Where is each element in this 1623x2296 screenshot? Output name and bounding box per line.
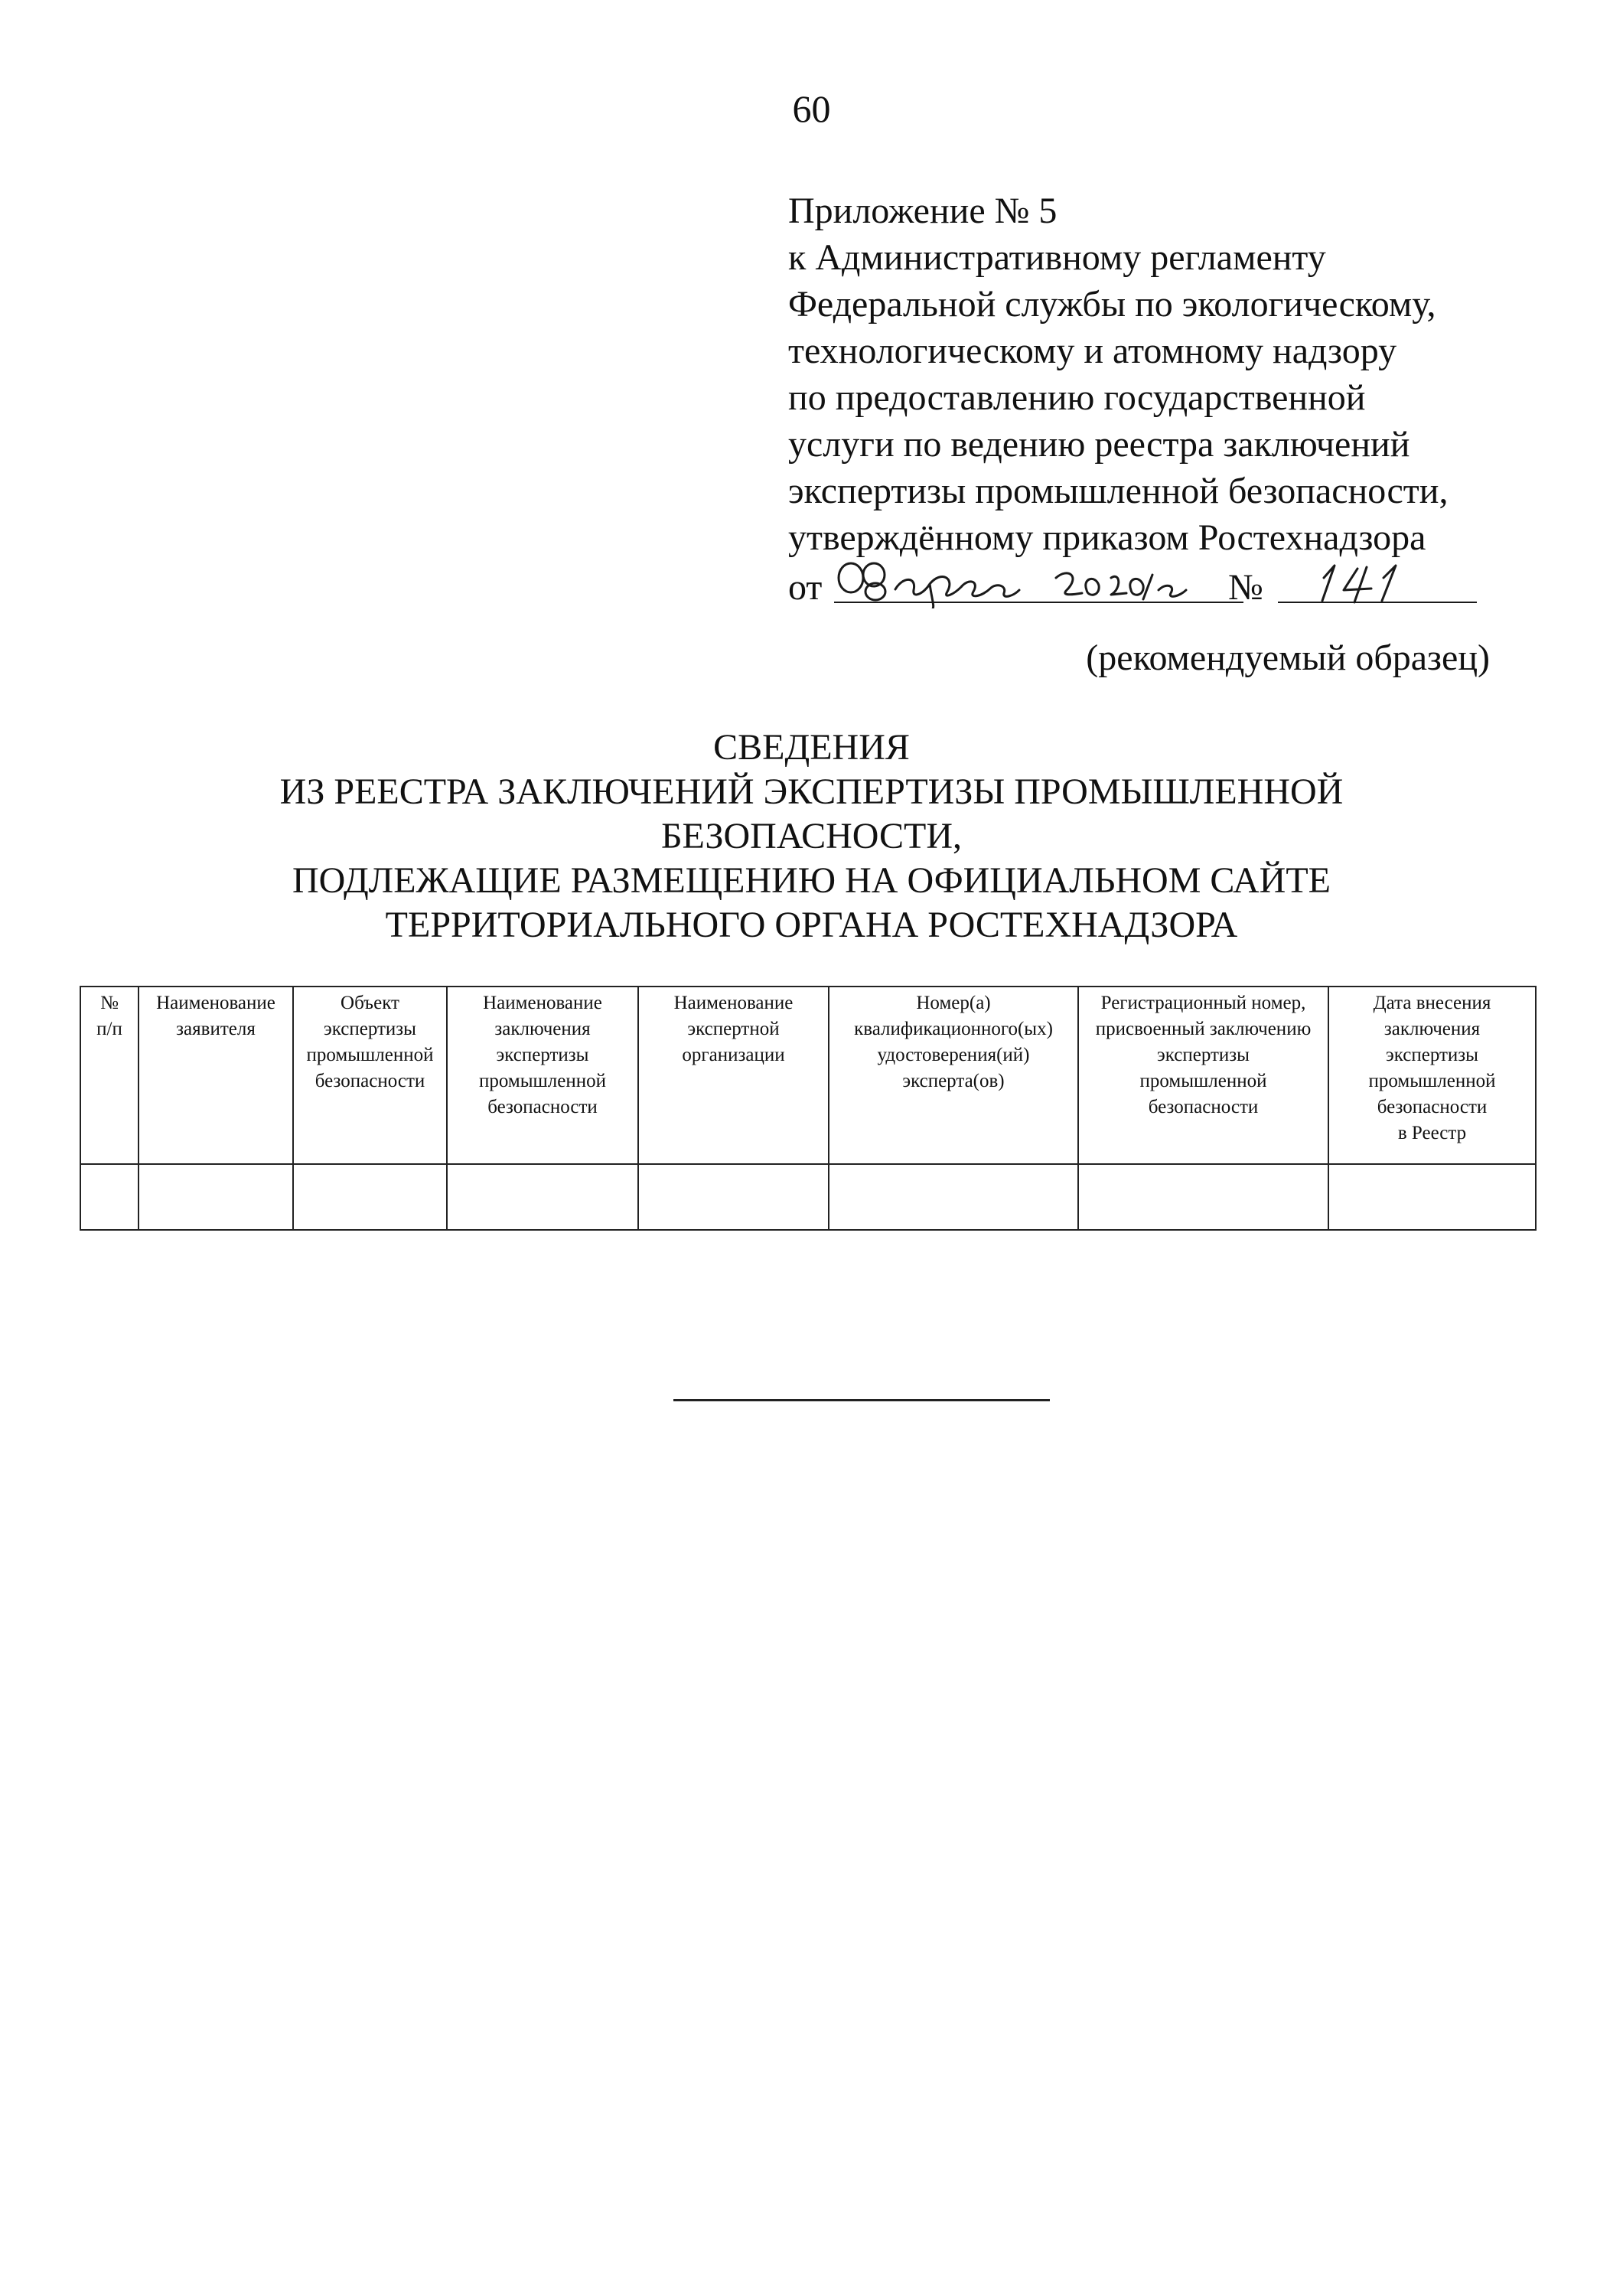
handwritten-date bbox=[826, 555, 1243, 608]
appendix-line: Приложение № 5 bbox=[788, 191, 1058, 231]
table-cell bbox=[1078, 1164, 1328, 1230]
appendix-line: услуги по ведению реестра заключений bbox=[788, 424, 1410, 465]
recommended-sample-note: (рекомендуемый образец) bbox=[1086, 638, 1490, 678]
title-line: ТЕРРИТОРИАЛЬНОГО ОРГАНА РОСТЕХНАДЗОРА bbox=[385, 905, 1238, 945]
table-cell bbox=[80, 1164, 139, 1230]
table-cell bbox=[638, 1164, 829, 1230]
title-line: ИЗ РЕЕСТРА ЗАКЛЮЧЕНИЙ ЭКСПЕРТИЗЫ ПРОМЫШЛЕННОЙ bbox=[279, 771, 1344, 812]
page-number: 60 bbox=[792, 87, 831, 130]
title-line: СВЕДЕНИЯ bbox=[713, 727, 910, 768]
col-header-expertise-object: Объект экспертизы промышленной безопасности bbox=[293, 987, 447, 1164]
title-line: БЕЗОПАСНОСТИ, bbox=[660, 816, 963, 856]
col-header-registry-date: Дата внесения заключения экспертизы промышленной безопасности в Реестр bbox=[1328, 987, 1536, 1164]
col-header-conclusion-name: Наименование заключения экспертизы промышленной безопасности bbox=[447, 987, 638, 1164]
number-label: № bbox=[1228, 567, 1263, 608]
order-date-line bbox=[788, 561, 1553, 615]
document-title bbox=[0, 726, 1623, 947]
registry-table bbox=[80, 986, 1537, 1231]
table-cell bbox=[829, 1164, 1078, 1230]
handwritten-number bbox=[1278, 555, 1477, 608]
appendix-line: к Административному регламенту bbox=[788, 237, 1326, 278]
closing-rule bbox=[673, 1399, 1050, 1401]
appendix-line: экспертизы промышленной безопасности, bbox=[788, 471, 1449, 511]
date-prefix: от bbox=[788, 567, 823, 608]
appendix-line: утверждённому приказом Ростехнадзора bbox=[788, 517, 1426, 558]
appendix-line: технологическому и атомному надзору bbox=[788, 331, 1397, 371]
col-header-applicant: Наименование заявителя bbox=[139, 987, 293, 1164]
table-cell bbox=[1328, 1164, 1536, 1230]
appendix-header bbox=[788, 188, 1553, 615]
table-cell bbox=[139, 1164, 293, 1230]
col-header-registration-number: Регистрационный номер, присвоенный заключению экспертизы промышленной безопасности bbox=[1078, 987, 1328, 1164]
col-header-expert-organization: Наименование экспертной организации bbox=[638, 987, 829, 1164]
table-cell bbox=[447, 1164, 638, 1230]
col-header-expert-certificates: Номер(а) квалификационного(ых) удостоверения(ий) эксперта(ов) bbox=[829, 987, 1078, 1164]
col-header-number: № п/п bbox=[80, 987, 139, 1164]
table-cell bbox=[293, 1164, 447, 1230]
appendix-line: по предоставлению государственной bbox=[788, 377, 1366, 418]
title-line: ПОДЛЕЖАЩИЕ РАЗМЕЩЕНИЮ НА ОФИЦИАЛЬНОМ САЙТЕ bbox=[292, 860, 1331, 901]
table-header-row bbox=[80, 987, 1536, 1164]
table-row bbox=[80, 1164, 1536, 1230]
appendix-line: Федеральной службы по экологическому, bbox=[788, 284, 1436, 325]
